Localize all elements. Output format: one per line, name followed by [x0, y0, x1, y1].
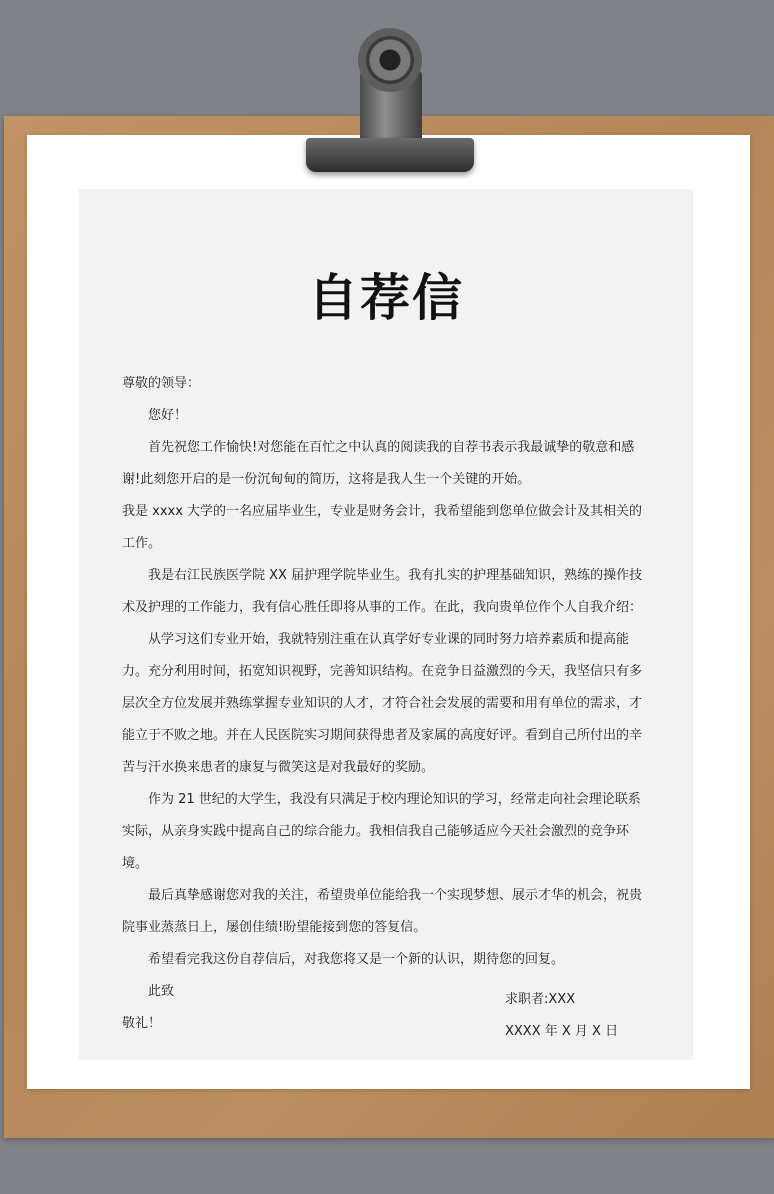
salutation: 尊敬的领导： — [122, 376, 201, 391]
paragraph-thanks: 最后真挚感谢您对我的关注，希望贵单位能给我一个实现梦想、展示才华的机会，祝贵院事业蒸蒸日上，屡创佳绩!盼望能接到您的答复信。 — [122, 888, 643, 935]
closing-line-2: 敬礼！ — [122, 1016, 162, 1031]
closing-line-1: 此致 — [148, 984, 175, 999]
paragraph-practice: 作为 21 世纪的大学生，我没有只满足于校内理论知识的学习，经常走向社会理论联系实际，从亲身实践中提高自己的综合能力。我相信我自己能够适应今天社会激烈的竞争环境。 — [122, 792, 641, 871]
letter-content — [122, 368, 644, 1040]
signer: 求职者:XXX — [505, 992, 576, 1007]
paragraph-study: 从学习这们专业开始，我就特别注重在认真学好专业课的同时努力培养素质和提高能力。充分利用时间，拓宽知识视野，完善知识结构。在竞争日益激烈的今天，我坚信只有多层次全方位发展并熟练掌握专业知识的人才，才符合社会发展的需要和用有单位的需求，才能立于不败之地。并在人民医院实习期间获得患者及家属的高度好评。看到自己所付出的辛苦与汗水换来患者的康复与微笑这是对我最好的奖励。 — [122, 632, 643, 775]
paragraph-hope: 希望看完我这份自荐信后，对我您将又是一个新的认识，期待您的回复。 — [148, 952, 565, 967]
paragraph-major: 我是 xxxx 大学的一名应届毕业生，专业是财务会计，我希望能到您单位做会计及其相关的工作。 — [122, 504, 643, 551]
letter-title: 自荐信 — [308, 269, 464, 327]
paragraph-school: 我是右江民族医学院 XX 届护理学院毕业生。我有扎实的护理基础知识，熟练的操作技术及护理的工作能力，我有信心胜任即将从事的工作。在此，我向贵单位作个人自我介绍： — [122, 568, 643, 615]
binder-clip-icon — [306, 138, 474, 172]
binder-clip-ring-icon — [358, 28, 422, 92]
letter-date: XXXX 年 X 月 X 日 — [505, 1024, 619, 1039]
paragraph-intro: 首先祝您工作愉快!对您能在百忙之中认真的阅读我的自荐书表示我最诚挚的敬意和感谢!此刻您开启的是一份沉甸甸的简历，这将是我人生一个关键的开始。 — [122, 440, 635, 487]
greeting: 您好！ — [148, 408, 188, 423]
